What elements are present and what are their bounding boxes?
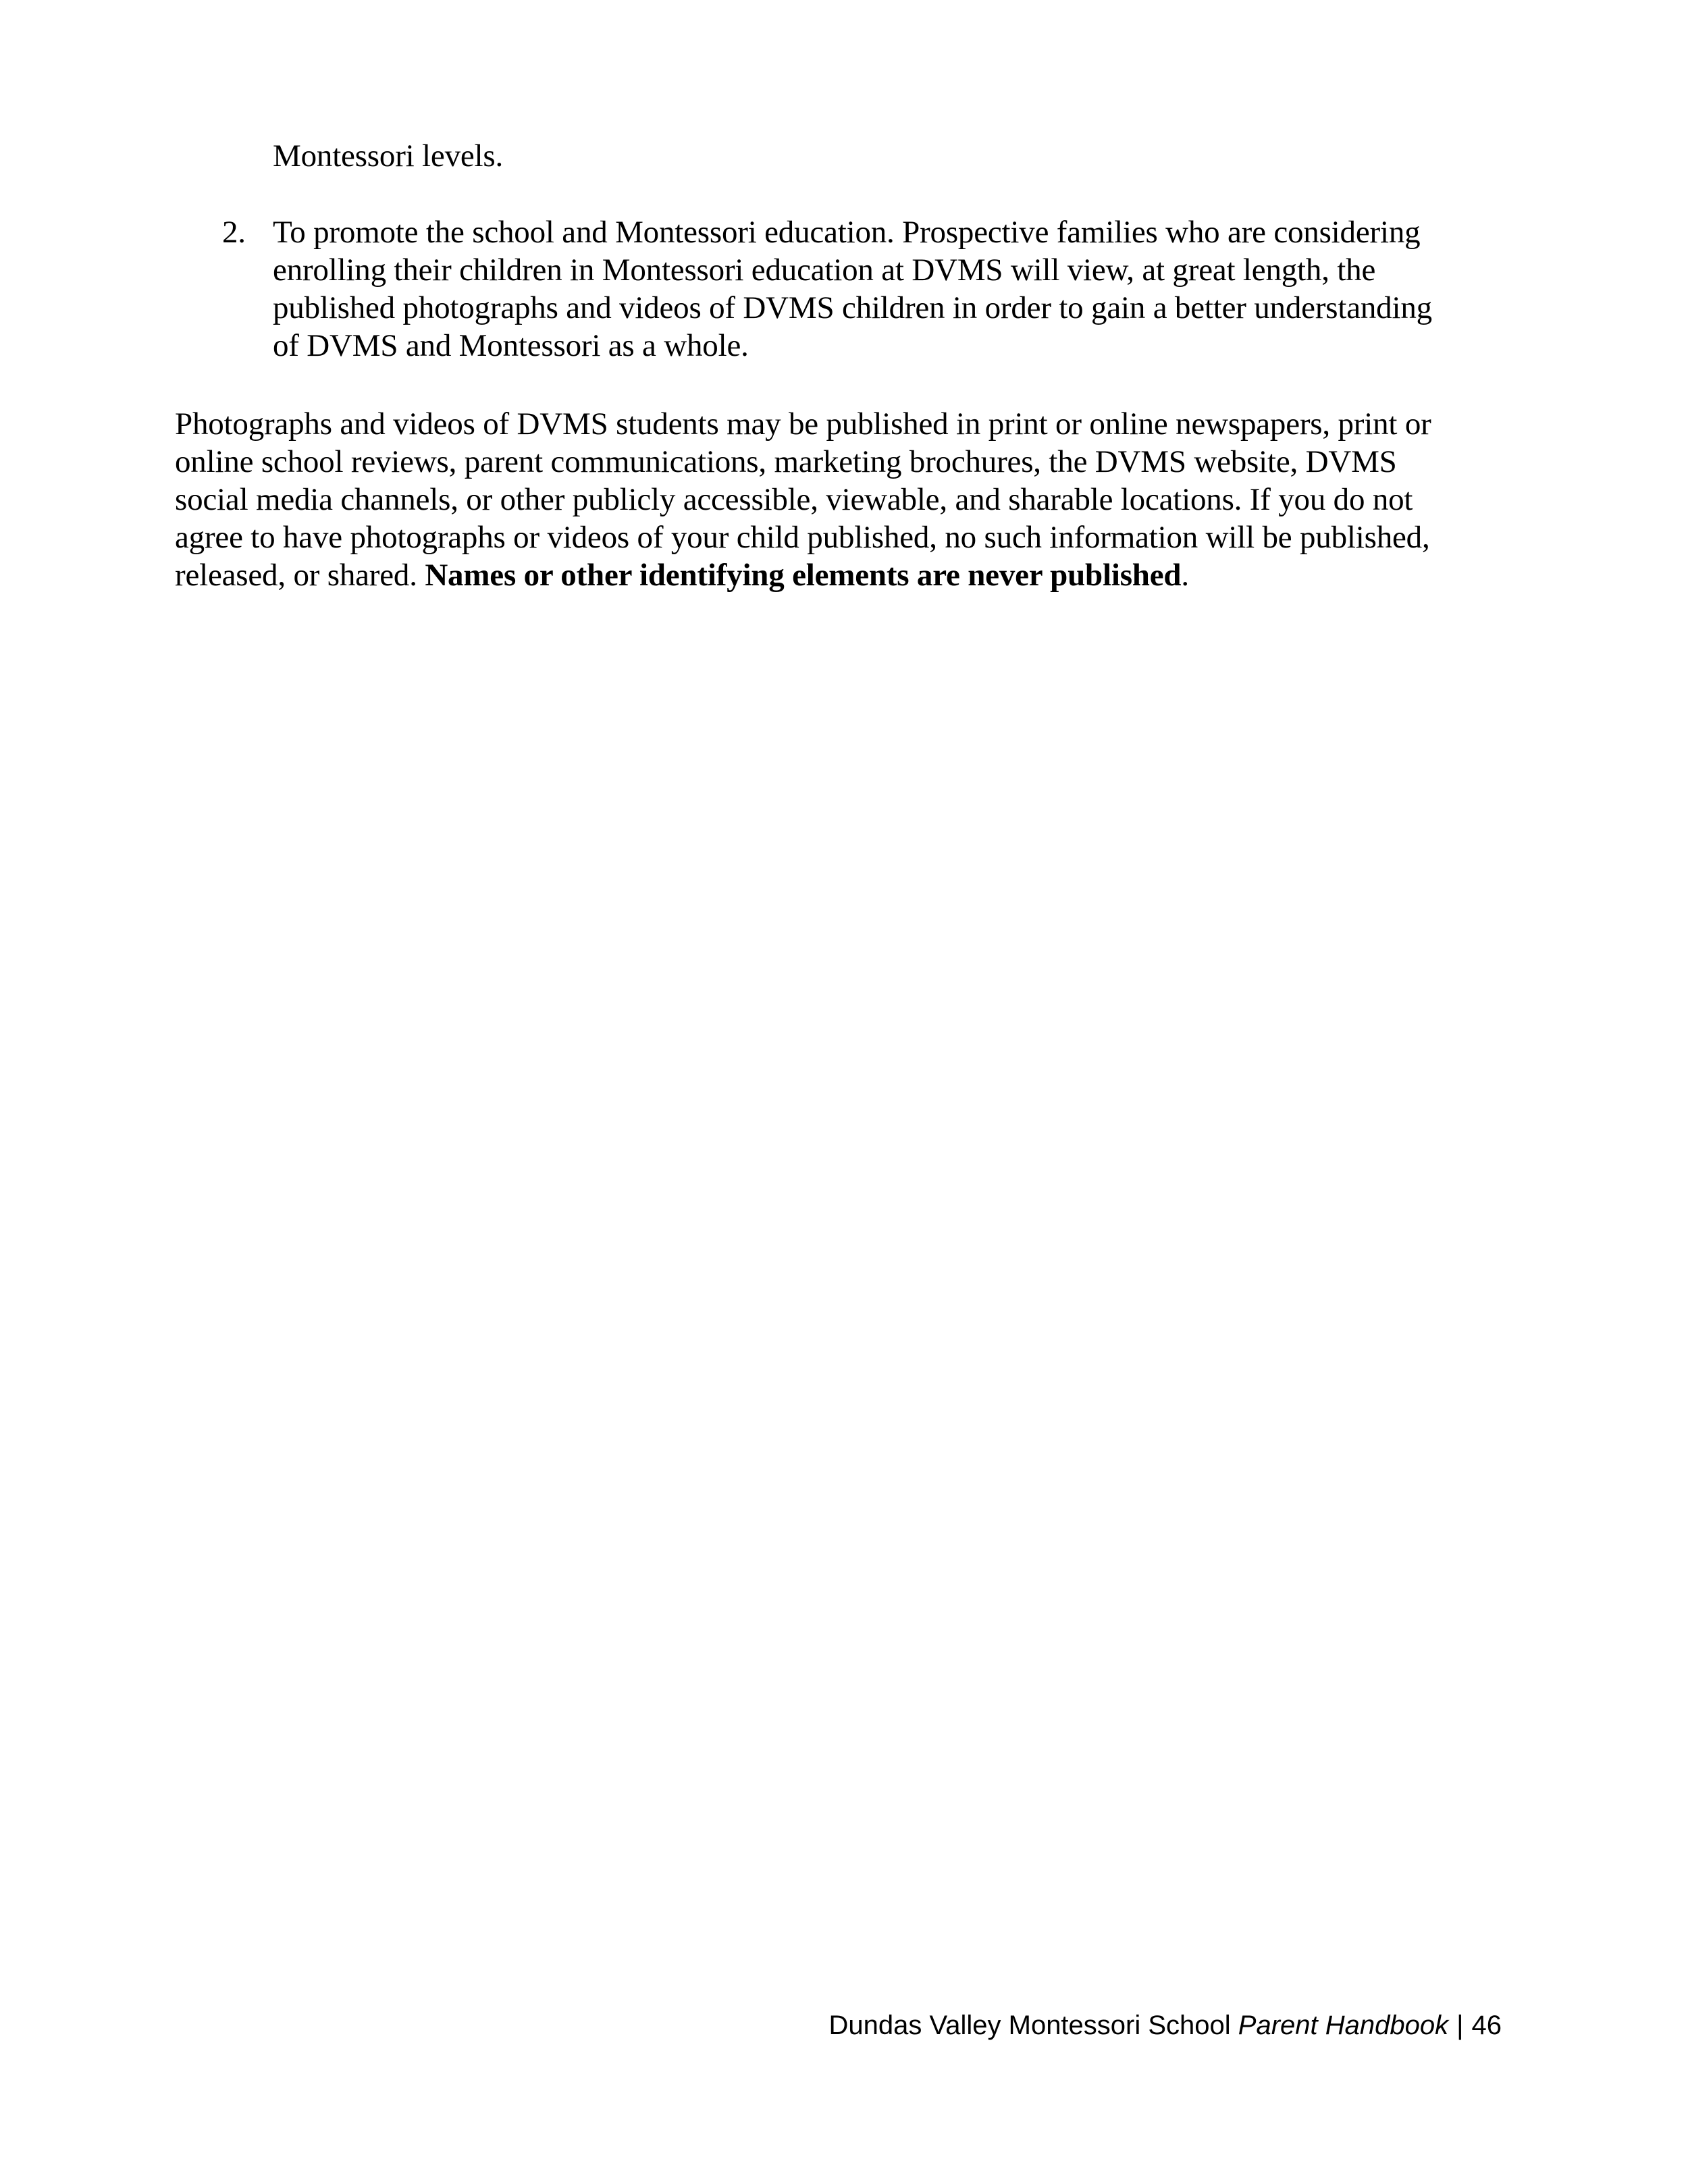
list-item-line: published photographs and videos of DVMS children in order to gain a better understanding [273,290,1432,325]
paragraph-line: online school reviews, parent communications, marketing brochures, the DVMS website, DVMS [175,444,1397,479]
list-item-number: 2. [222,215,246,250]
list-item-line: of DVMS and Montessori as a whole. [273,328,749,363]
footer-separator: | [1456,2010,1464,2040]
footer-page-number: 46 [1471,2010,1502,2040]
paragraph-bold-statement: Names or other identifying elements are never published [425,558,1182,593]
list-item-line: To promote the school and Montessori education. Prospective families who are considering [273,215,1421,250]
paragraph-line: agree to have photographs or videos of your child published, no such information will be published, [175,520,1430,555]
footer-school-name: Dundas Valley Montessori School [828,2010,1238,2040]
list-item-line: enrolling their children in Montessori education at DVMS will view, at great length, the [273,252,1376,288]
paragraph-last-line [175,556,1512,594]
page-footer [829,2008,1502,2042]
paragraph-last-period: . [1181,558,1189,593]
paragraph-last-regular: released, or shared. [175,558,425,593]
list-item-body [273,213,1502,365]
paragraph-line: Photographs and videos of DVMS students may be published in print or online newspapers, print or [175,406,1431,442]
footer-doc-title: Parent Handbook [1238,2010,1449,2040]
continuation-line: Montessori levels. [273,138,504,174]
photo-policy-paragraph [175,405,1512,594]
paragraph-line: social media channels, or other publicly accessible, viewable, and sharable locations. If you do not [175,482,1413,517]
